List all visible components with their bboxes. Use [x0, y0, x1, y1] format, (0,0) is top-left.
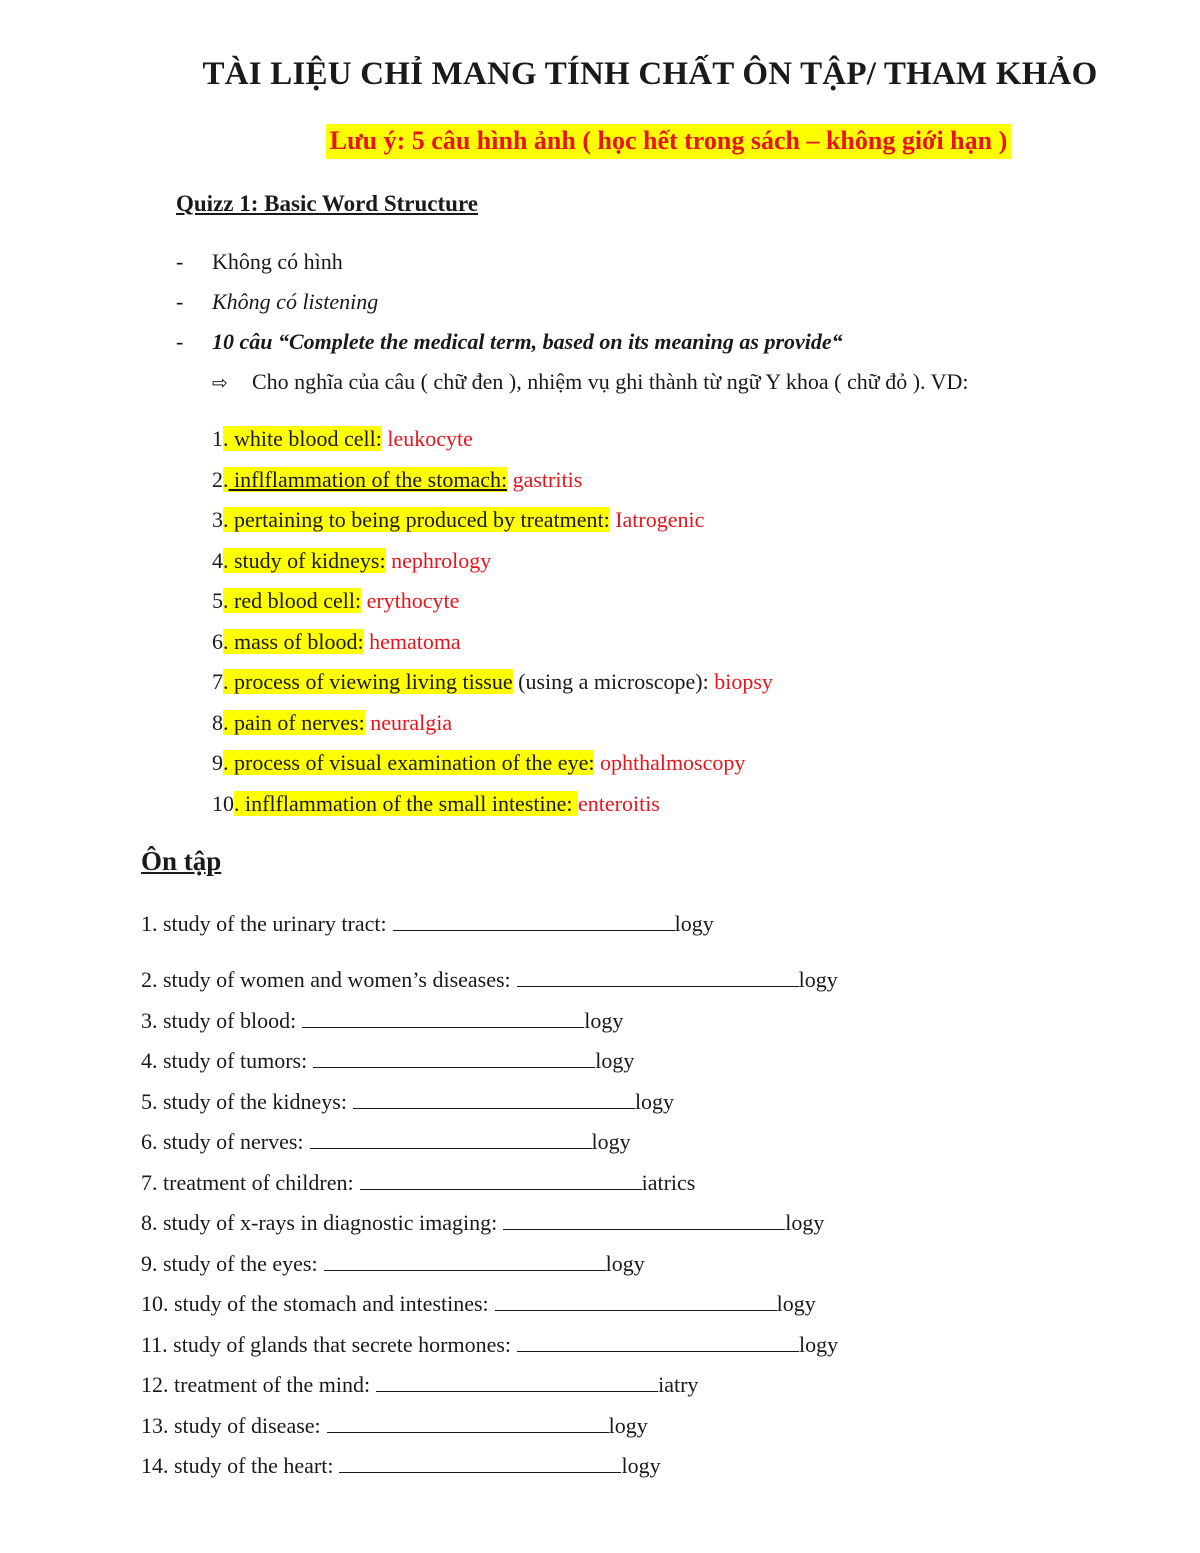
review-suffix: logy	[621, 1453, 661, 1478]
example-meaning: inflflammation of the stomach:	[228, 467, 508, 492]
review-item	[141, 1452, 661, 1479]
review-item	[141, 1088, 674, 1115]
example-dot: .	[223, 710, 229, 735]
review-prompt: 8. study of x-rays in diagnostic imaging:	[141, 1210, 498, 1235]
answer-blank[interactable]	[517, 1331, 799, 1352]
example-item	[212, 629, 461, 655]
review-item	[141, 1371, 698, 1398]
document-title: TÀI LIỆU CHỈ MANG TÍNH CHẤT ÔN TẬP/ THAM KHẢO	[202, 56, 1098, 92]
example-item	[212, 548, 491, 574]
review-prompt: 2. study of women and women’s diseases:	[141, 967, 511, 992]
review-heading: Ôn tập	[141, 846, 222, 876]
instruction-line	[212, 369, 969, 395]
review-item	[141, 910, 714, 937]
review-item	[141, 1128, 631, 1155]
example-answer: leukocyte	[381, 426, 473, 451]
answer-blank[interactable]	[353, 1088, 635, 1109]
example-meaning: inflflammation of the small intestine:	[239, 791, 578, 816]
example-number: 8	[212, 710, 223, 735]
review-suffix: logy	[776, 1291, 816, 1316]
answer-blank[interactable]	[503, 1209, 785, 1230]
example-answer: enteroitis	[578, 791, 660, 816]
review-suffix: logy	[591, 1129, 631, 1154]
example-item	[212, 669, 773, 695]
review-prompt: 9. study of the eyes:	[141, 1251, 318, 1276]
bullet-text: Không có hình	[212, 249, 343, 274]
review-suffix: iatry	[658, 1372, 699, 1397]
review-prompt: 10. study of the stomach and intestines:	[141, 1291, 489, 1316]
review-item	[141, 1250, 645, 1277]
review-item	[141, 1209, 824, 1236]
example-number: 9	[212, 750, 223, 775]
review-item	[141, 1412, 648, 1439]
answer-blank[interactable]	[495, 1290, 777, 1311]
example-number: 6	[212, 629, 223, 654]
review-suffix: logy	[595, 1048, 635, 1073]
example-number: 5	[212, 588, 223, 613]
review-item	[141, 966, 838, 993]
example-number: 4	[212, 548, 223, 573]
answer-blank[interactable]	[302, 1007, 584, 1028]
example-meaning: study of kidneys:	[228, 548, 386, 573]
review-item	[141, 1331, 838, 1358]
example-number: 2	[212, 467, 223, 492]
bullet-dash: -	[176, 289, 184, 314]
example-meaning: pain of nerves:	[228, 710, 365, 735]
example-dot: .	[234, 791, 240, 816]
arrow-right-icon: ⇨	[212, 372, 228, 394]
review-prompt: 12. treatment of the mind:	[141, 1372, 371, 1397]
example-dot: .	[223, 750, 229, 775]
answer-blank[interactable]	[313, 1047, 595, 1068]
example-answer: nephrology	[385, 548, 492, 573]
note-banner	[0, 126, 1200, 156]
quiz-heading: Quizz 1: Basic Word Structure	[176, 191, 478, 216]
review-item	[141, 1169, 695, 1196]
example-item	[212, 426, 473, 452]
example-answer: hematoma	[363, 629, 461, 654]
review-suffix: logy	[584, 1008, 624, 1033]
answer-blank[interactable]	[327, 1412, 609, 1433]
review-prompt: 7. treatment of children:	[141, 1170, 354, 1195]
review-suffix: logy	[798, 967, 838, 992]
review-prompt: 13. study of disease:	[141, 1413, 321, 1438]
example-number: 3	[212, 507, 223, 532]
note-text: Lưu ý: 5 câu hình ảnh ( học hết trong sách – không giới hạn )	[326, 124, 1012, 159]
review-suffix: logy	[785, 1210, 825, 1235]
review-suffix: logy	[634, 1089, 675, 1114]
review-suffix: logy	[799, 1332, 839, 1357]
example-item	[212, 588, 459, 614]
review-prompt: 5. study of the kidneys:	[141, 1089, 347, 1114]
example-answer: biopsy	[708, 669, 773, 694]
answer-blank[interactable]	[339, 1452, 621, 1473]
answer-blank[interactable]	[517, 966, 799, 987]
review-prompt: 3. study of blood:	[141, 1008, 297, 1033]
review-prompt: 1. study of the urinary tract:	[141, 911, 387, 936]
bullet-text: Không có listening	[212, 289, 379, 314]
example-dot: .	[223, 629, 229, 654]
review-suffix: logy	[608, 1413, 648, 1438]
answer-blank[interactable]	[376, 1371, 658, 1392]
bullet-text: 10 câu “Complete the medical term, based on its meaning as provide“	[212, 329, 843, 354]
example-answer: ophthalmoscopy	[594, 750, 746, 775]
example-answer: erythocyte	[361, 588, 460, 613]
example-meaning: process of viewing living tissue	[228, 669, 513, 694]
answer-blank[interactable]	[393, 910, 675, 931]
review-prompt: 4. study of tumors:	[141, 1048, 308, 1073]
review-item	[141, 1290, 816, 1317]
review-prompt: 11. study of glands that secrete hormones:	[141, 1332, 512, 1357]
example-dot: .	[223, 426, 229, 451]
example-dot: .	[223, 548, 229, 573]
example-item	[212, 467, 582, 493]
review-suffix: iatrics	[641, 1170, 696, 1195]
example-item	[212, 750, 745, 776]
example-meaning: pertaining to being produced by treatment:	[228, 507, 610, 532]
example-dot: .	[223, 467, 229, 492]
bullet-dash: -	[176, 249, 184, 274]
example-meaning: white blood cell:	[228, 426, 382, 451]
example-extra: (using a microscope):	[512, 669, 709, 694]
example-number: 1	[212, 426, 223, 451]
review-item	[141, 1007, 623, 1034]
answer-blank[interactable]	[324, 1250, 606, 1271]
example-number: 10	[212, 791, 234, 816]
example-dot: .	[223, 669, 229, 694]
review-item	[141, 1047, 634, 1074]
example-answer: gastritis	[507, 467, 583, 492]
review-prompt: 14. study of the heart:	[141, 1453, 334, 1478]
example-meaning: mass of blood:	[228, 629, 364, 654]
example-number: 7	[212, 669, 223, 694]
review-suffix: logy	[605, 1251, 645, 1276]
review-suffix: logy	[674, 911, 714, 936]
instruction-text: Cho nghĩa của câu ( chữ đen ), nhiệm vụ ghi thành từ ngữ Y khoa ( chữ đỏ ). VD:	[252, 369, 969, 394]
example-answer: neuralgia	[364, 710, 453, 735]
example-dot: .	[223, 507, 229, 532]
example-dot: .	[223, 588, 229, 613]
example-item	[212, 791, 660, 817]
answer-blank[interactable]	[310, 1128, 592, 1149]
example-answer: Iatrogenic	[609, 507, 705, 532]
review-prompt: 6. study of nerves:	[141, 1129, 304, 1154]
example-item	[212, 710, 452, 736]
example-meaning: red blood cell:	[228, 588, 362, 613]
answer-blank[interactable]	[360, 1169, 642, 1190]
example-item	[212, 507, 704, 533]
bullet-dash: -	[176, 329, 184, 354]
example-meaning: process of visual examination of the eye:	[228, 750, 595, 775]
